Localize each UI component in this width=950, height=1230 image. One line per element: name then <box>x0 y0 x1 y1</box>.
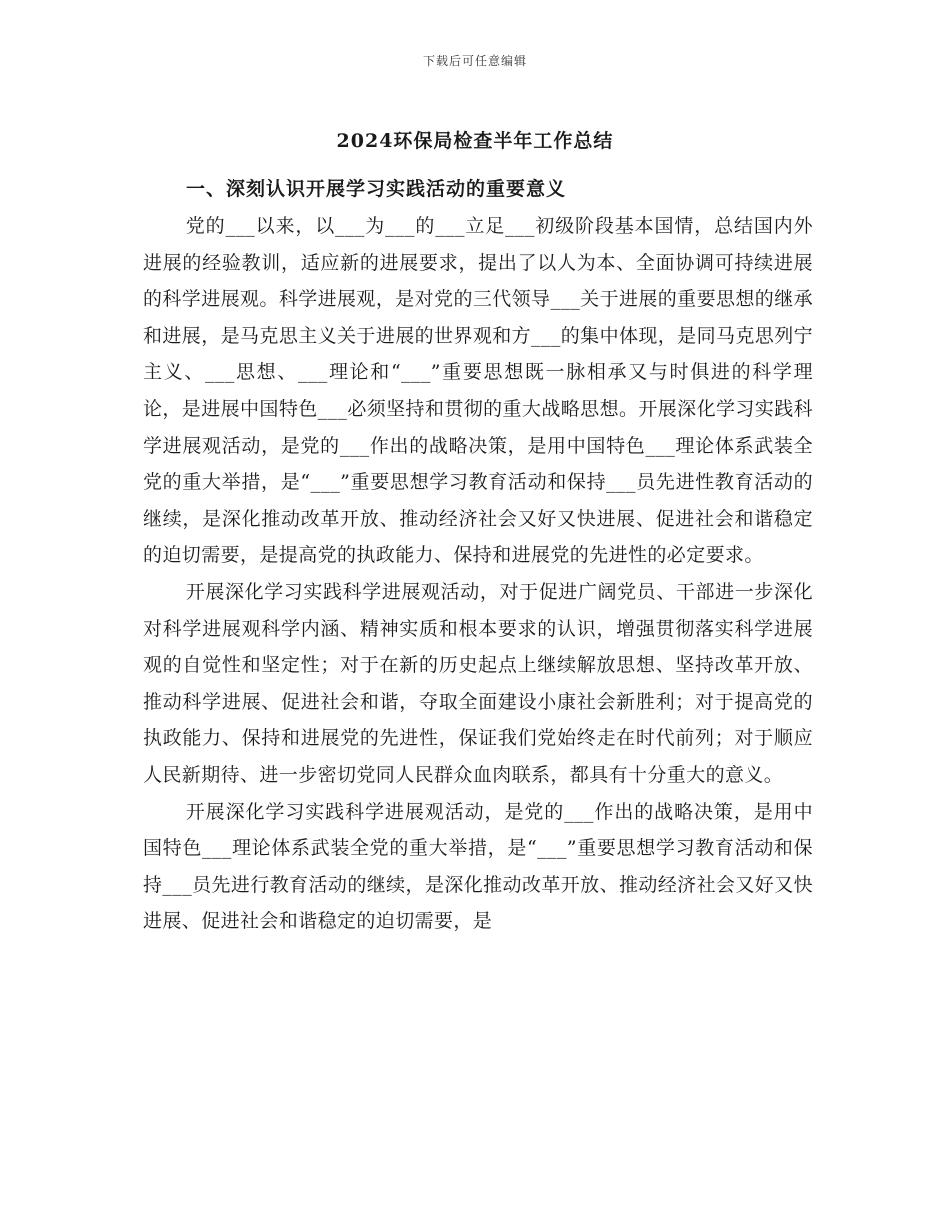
paragraph: 开展深化学习实践科学进展观活动，是党的___作出的战略决策，是用中国特色___理论体系武装全党的重大举措，是“___”重要思想学习教育活动和保持___员先进行教育活动的继续，是深化推动改革开放、推动经济社会又好又快进展、促进社会和谐稳定的迫切需要，是 <box>143 800 813 933</box>
section-heading: 一、深刻认识开展学习实践活动的重要意义 <box>186 178 567 200</box>
document-body <box>143 208 813 940</box>
paragraph: 党的___以来，以___为___的___立足___初级阶段基本国情，总结国内外进展的经验教训，适应新的进展要求，提出了以人为本、全面协调可持续进展的科学进展观。科学进展观，是对党的三代领导___关于进展的重要思想的继承和进展，是马克思主义关于进展的世界观和方___的集中体现，是同马克思列宁主义、___思想、___理论和“___”重要思想既一脉相承又与时俱进的科学理论，是进展中国特色___必须坚持和贯彻的重大战略思想。开展深化学习实践科学进展观活动，是党的___作出的战略决策，是用中国特色___理论体系武装全党的重大举措，是“___”重要思想学习教育活动和保持___员先进性教育活动的继续，是深化推动改革开放、推动经济社会又好又快进展、促进社会和谐稳定的迫切需要，是提高党的执政能力、保持和进展党的先进性的必定要求。 <box>143 215 813 567</box>
header-note: 下载后可任意编辑 <box>422 54 527 68</box>
document-title: 2024环保局检查半年工作总结 <box>336 130 614 152</box>
paragraph: 开展深化学习实践科学进展观活动，对于促进广阔党员、干部进一步深化对科学进展观科学内涵、精神实质和根本要求的认识，增强贯彻落实科学进展观的自觉性和坚定性；对于在新的历史起点上继续解放思想、坚持改革开放、推动科学进展、促进社会和谐，夺取全面建设小康社会新胜利；对于提高党的执政能力、保持和进展党的先进性，保证我们党始终走在时代前列；对于顺应人民新期待、进一步密切党同人民群众血肉联系，都具有十分重大的意义。 <box>143 580 813 786</box>
